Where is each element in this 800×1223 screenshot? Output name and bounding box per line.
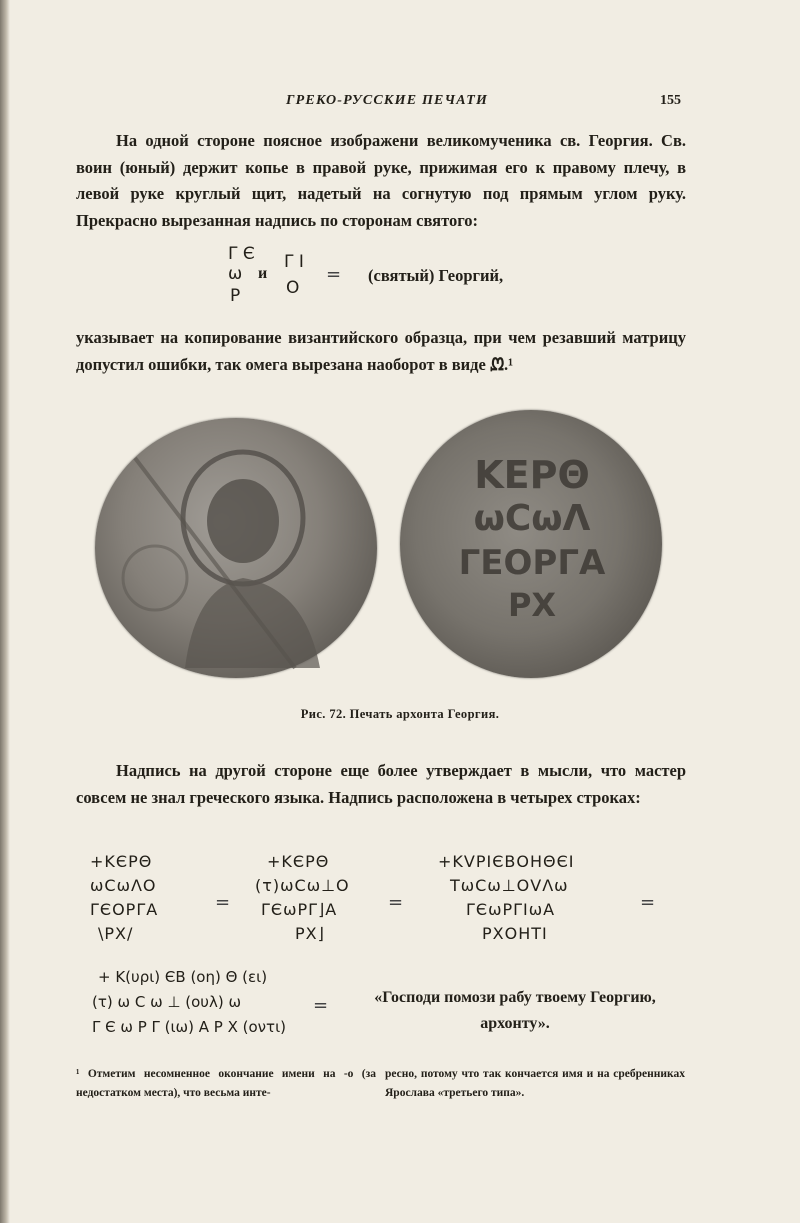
second-text: указывает на копирование византийского образца, при чем резавший матрицу допустил ошибки, так омега вырезана наоборот в виде ᘻ.¹ <box>76 328 686 374</box>
formula-meaning: (святый) Георгий, <box>368 266 504 285</box>
seal-reverse-drawing <box>400 410 662 678</box>
transcription <box>92 965 286 1040</box>
v2-line-1: +ΚЄΡΘ <box>267 852 330 871</box>
transcription-line-3: Γ Є ω Ρ Γ (ιω) Α Ρ Χ (οντι) <box>92 1018 286 1036</box>
equals-sign-1: = <box>215 892 231 913</box>
v3-line-4: ΡΧΟΗΤΙ <box>482 924 548 943</box>
inscription-version-1 <box>90 850 158 946</box>
translation: «Господи помози рабу твоему Георгию, архонту». <box>374 989 656 1032</box>
saint-bust-drawing <box>95 418 377 678</box>
inscr-left-line-3: Ρ <box>230 286 241 306</box>
second-paragraph <box>76 325 686 378</box>
v3-line-2: ΤωCω⊥ΟVΛω <box>450 876 569 895</box>
equals-sign: = <box>326 264 342 285</box>
inscription-version-3 <box>438 850 574 946</box>
v1-line-3: ΓЄΟΡΓΑ <box>90 900 159 919</box>
reverse-line-4: ΡΧ <box>507 586 557 624</box>
running-title: ГРЕКО-РУССКИЕ ПЕЧАТИ <box>286 93 489 108</box>
reverse-line-2: ωCωΛ <box>473 498 591 539</box>
v1-line-4: \ΡΧ/ <box>98 924 134 943</box>
page-number: 155 <box>660 93 681 108</box>
conjunction: и <box>258 265 268 282</box>
inscription-version-2 <box>255 850 350 946</box>
seal-obverse-image <box>95 418 377 678</box>
transcription-line-1: + Κ(υρι) ЄΒ (οη) Θ (ει) <box>98 968 268 986</box>
footnote-left: ¹ Отметим несомненное окончание имени на -ο (за недостатком места), что весьма инте- <box>76 1068 376 1099</box>
equals-sign-2: = <box>388 892 404 913</box>
third-paragraph <box>76 758 686 811</box>
v2-line-3: ΓЄωΡΓ⌋Α <box>261 900 338 919</box>
intro-text: На одной стороне поясное изображени великомученика св. Георгия. Св. воин (юный) держит копье в правой руке, прижимая его к правому плечу, в левой руке круглый щит, надетый на согнутую под прямым углом руку. Прекрасно вырезанная надпись по сторонам святого: <box>76 131 686 230</box>
v2-line-2: (τ)ωCω⊥Ο <box>255 876 350 895</box>
v3-line-3: ΓЄωΡΓΙωΑ <box>466 900 556 919</box>
v1-line-1: +ΚЄΡΘ <box>90 852 153 871</box>
inscr-right-line-2: Ο <box>286 278 300 298</box>
intro-paragraph <box>76 128 686 234</box>
inscr-left-line-1: Γ Є <box>228 244 255 264</box>
footnote-right: ресно, потому что так кончается имя и на сребренниках Ярослава «третьего типа». <box>385 1068 685 1099</box>
seal-reverse-image <box>400 410 662 678</box>
v3-line-1: +ΚVΡΙЄΒΟΗΘЄΙ <box>438 852 575 871</box>
v2-line-4: ΡΧ⌋ <box>295 924 325 943</box>
equals-sign-3: = <box>640 892 656 913</box>
third-text: Надпись на другой стороне еще более утверждает в мысли, что мастер совсем не знал греческого языка. Надпись расположена в четырех строках: <box>76 761 686 807</box>
transcription-line-2: (τ) ω C ω ⊥ (ουλ) ω <box>92 993 242 1011</box>
inscr-right-line-1: Γ Ι <box>284 252 304 272</box>
v1-line-2: ωCωΛΟ <box>90 876 157 895</box>
equals-sign-4: = <box>313 995 329 1016</box>
figure-caption: Рис. 72. Печать архонта Георгия. <box>300 707 500 721</box>
reverse-line-1: ΚΕΡΘ <box>474 453 590 497</box>
reverse-line-3: ΓΕΟΡΓΑ <box>458 543 606 583</box>
inscr-left-line-2: ω <box>228 264 243 284</box>
